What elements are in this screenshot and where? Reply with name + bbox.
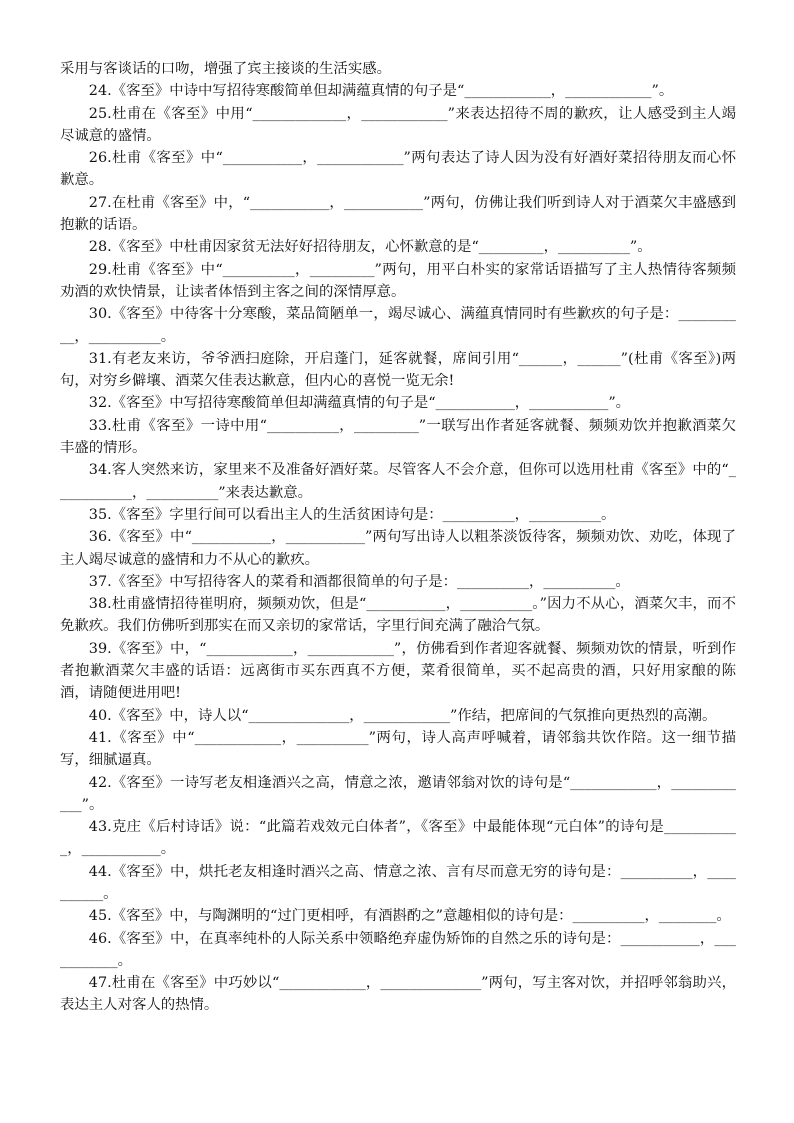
question-44: 44.《客至》中，烘托老友相逢时酒兴之高、情意之浓、言有尽而意无穷的诗句是：__________，__________。	[60, 863, 736, 902]
question-47: 47.杜甫在《客至》中巧妙以“____________，______________”两句，写主客对饮，并招呼邻翁助兴，表达主人对客人的热情。	[60, 975, 736, 1014]
question-26: 26.杜甫《客至》中“___________，____________”两句表达了诗人因为没有好酒好菜招待朋友而心怀歉意。	[60, 150, 736, 189]
question-25: 25.杜甫在《客至》中用“_____________，____________”来表达招待不周的歉疚，让人感受到主人竭尽诚意的盛情。	[60, 105, 736, 144]
question-29: 29.杜甫《客至》中“__________，_________”两句，用平白朴实的家常话语描写了主人热情待客频频劝酒的欢快情景，让读者体悟到主客之间的深情厚意。	[60, 261, 736, 300]
question-45: 45.《客至》中，与陶渊明的“过门更相呼，有酒斟酌之”意趣相似的诗句是：__________，________。	[88, 908, 731, 925]
question-34: 34.客人突然来访，家里来不及准备好酒好菜。尽管客人不会介意，但你可以选用杜甫《客至》中的“___________，__________”来表达歉意。	[60, 462, 736, 501]
question-30: 30.《客至》中待客十分寒酸，菜品简陋单一，竭尽诚心、满蕴真情同时有些歉疚的句子是：__________，__________。	[60, 306, 736, 345]
question-41: 41.《客至》中“____________，__________”两句，诗人高声呼喊着，请邻翁共饮作陪。这一细节描写，细腻逼真。	[60, 729, 736, 769]
question-43: 43.克庄《后村诗话》说：“此篇若戏效元白体者”，《客至》中最能体现“元白体”的诗句是___________，___________。	[60, 819, 736, 858]
continuation-text: 采用与客谈话的口吻，增强了宾主接谈的生活实感。	[60, 61, 391, 77]
question-46: 46.《客至》中，在真率纯朴的人际关系中领略绝弃虚伪矫饰的自然之乐的诗句是：___________，___________。	[60, 930, 736, 969]
question-35: 35.《客至》字里行间可以看出主人的生活贫困诗句是：__________，__________。	[88, 506, 616, 523]
question-list	[60, 58, 736, 1017]
question-40: 40.《客至》中，诗人以“______________，____________”作结，把席间的气氛推向更热烈的高潮。	[88, 707, 717, 724]
question-33: 33.杜甫《客至》一诗中用“__________，_________”一联写出作者延客就餐、频频劝饮并抱歉酒菜欠丰盛的情形。	[60, 417, 736, 457]
question-36: 36.《客至》中“___________，___________”两句写出诗人以粗茶淡饭待客，频频劝饮、劝吃，体现了主人竭尽诚意的盛情和力不从心的歉疚。	[60, 529, 736, 568]
question-32: 32.《客至》中写招待寒酸简单但却满蕴真情的句子是“___________，___________”。	[88, 395, 631, 412]
question-24: 24.《客至》中诗中写招待寒酸简单但却满蕴真情的句子是“____________，____________”。	[88, 83, 674, 100]
question-39: 39.《客至》中，“____________，____________”，仿佛看到作者迎客就餐、频频劝饮的情景，听到作者抱歉酒菜欠丰盛的话语：远离街市买东西真不方便，菜肴很简单，买不起高贵的酒，只好用家酿的陈酒，请随便进用吧!	[60, 640, 736, 702]
question-31: 31.有老友来访，爷爷洒扫庭除，开启蓬门，延客就餐，席间引用“______，______”(杜甫《客至》)两句，对穷乡僻壤、酒菜欠佳表达歉意，但内心的喜悦一览无余!	[60, 350, 736, 390]
question-42: 42.《客至》一诗写老友相逢酒兴之高，情意之浓，邀请邻翁对饮的诗句是“____________，____________”。	[60, 774, 736, 813]
question-27: 27.在杜甫《客至》中，“___________，___________”两句，仿佛让我们听到诗人对于酒菜欠丰盛感到抱歉的话语。	[60, 194, 736, 234]
question-38: 38.杜甫盛情招待崔明府，频频劝饮，但是“___________，__________。”因力不从心，酒菜欠丰，而不免歉疚。我们仿佛听到那实在而又亲切的家常话，字里行间充满了融洽气氛。	[60, 596, 736, 635]
question-28: 28.《客至》中杜甫因家贫无法好好招待朋友，心怀歉意的是“_________，__________”。	[88, 239, 652, 256]
question-37: 37.《客至》中写招待客人的菜肴和酒都很简单的句子是：__________，__________。	[88, 573, 630, 590]
